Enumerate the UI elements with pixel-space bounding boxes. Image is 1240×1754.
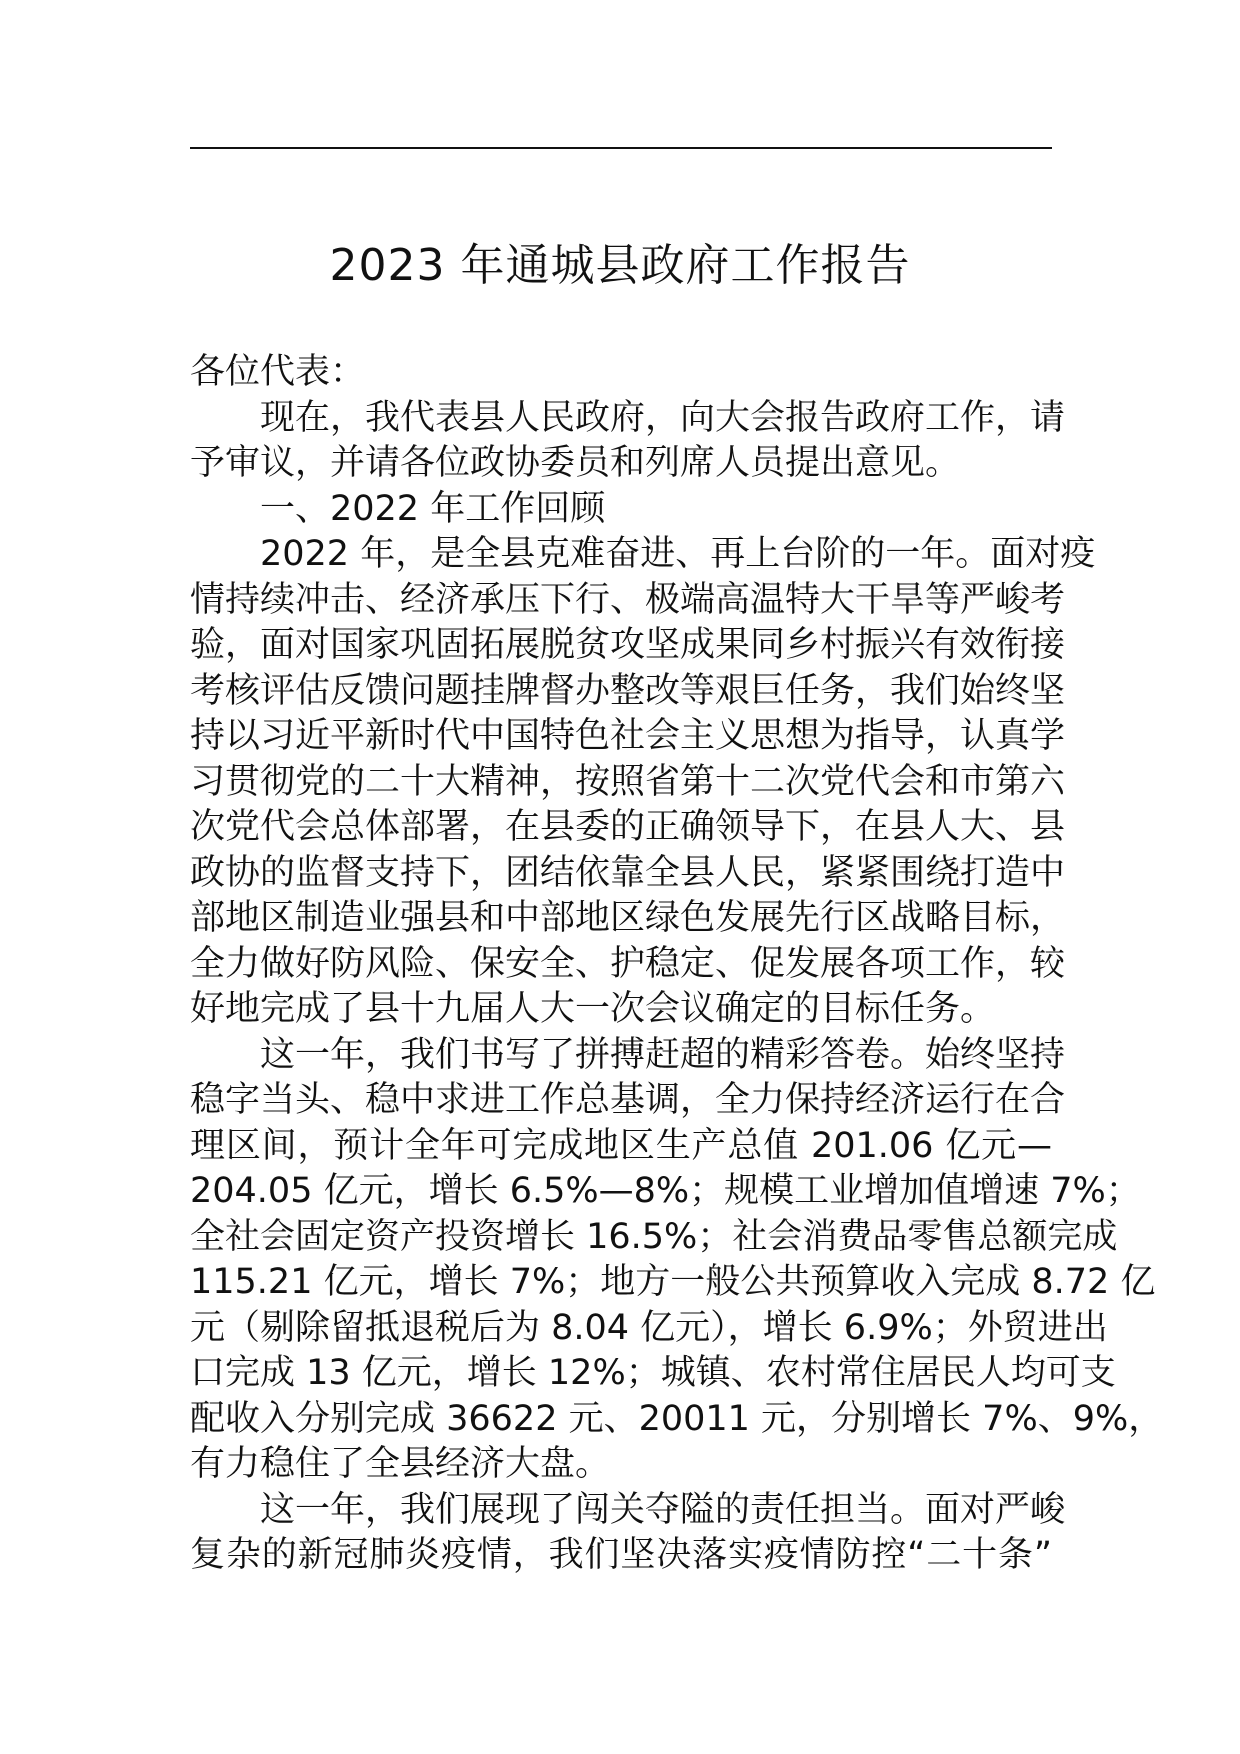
text-line: 稳字当头、稳中求进工作总基调，全力保持经济运行在合 — [190, 1080, 1066, 1120]
text-line: 持以习近平新时代中国特色社会主义思想为指导，认真学 — [190, 716, 1066, 756]
text-line: 115.21 亿元，增长 7%；地方一般公共预算收入完成 8.72 亿 — [190, 1262, 1156, 1302]
text-line: 2022 年，是全县克难奋进、再上台阶的一年。面对疫 — [260, 534, 1096, 574]
text-line: 全力做好防风险、保安全、护稳定、促发展各项工作，较 — [190, 943, 1066, 984]
text-line: 政协的监督支持下，团结依靠全县人民，紧紧围绕打造中 — [190, 852, 1066, 893]
text-line: 考核评估反馈问题挂牌督办整改等艰巨任务，我们始终坚 — [190, 670, 1066, 711]
text-line: 予审议，并请各位政协委员和列席人员提出意见。 — [190, 443, 961, 483]
text-line: 现在，我代表县人民政府，向大会报告政府工作，请 — [260, 397, 1066, 438]
text-line: 习贯彻党的二十大精神，按照省第十二次党代会和市第六 — [190, 761, 1066, 802]
body-lines — [190, 396, 1164, 1579]
text-line: 这一年，我们展现了闯关夺隘的责任担当。面对严峻 — [260, 1489, 1066, 1530]
text-line: 复杂的新冠肺炎疫情，我们坚决落实疫情防控“二十条” — [190, 1535, 1052, 1575]
text-line: 204.05 亿元，增长 6.5%—8%；规模工业增加值增速 7%； — [190, 1171, 1141, 1211]
text-line: 次党代会总体部署，在县委的正确领导下，在县人大、县 — [190, 807, 1066, 847]
text-line: 一、2022 年工作回顾 — [260, 488, 606, 529]
text-line: 有力稳住了全县经济大盘。 — [190, 1444, 611, 1484]
text-line: 好地完成了县十九届人大一次会议确定的目标任务。 — [190, 989, 996, 1029]
text-line: 验，面对国家巩固拓展脱贫攻坚成果同乡村振兴有效衔接 — [190, 625, 1066, 665]
text-line: 理区间，预计全年可完成地区生产总值 201.06 亿元— — [190, 1125, 1052, 1166]
header-rule — [190, 147, 1052, 149]
document-title: 2023 年通城县政府工作报告 — [329, 240, 911, 291]
text-line: 口完成 13 亿元，增长 12%；城镇、农村常住居民人均可支 — [190, 1353, 1116, 1393]
text-line: 情持续冲击、经济承压下行、极端高温特大干旱等严峻考 — [190, 579, 1066, 620]
text-line: 元（剔除留抵退税后为 8.04 亿元），增长 6.9%；外贸进出 — [190, 1307, 1108, 1348]
text-line: 配收入分别完成 36622 元、20011 元，分别增长 7%、9%， — [190, 1398, 1164, 1439]
text-line: 全社会固定资产投资增长 16.5%；社会消费品零售总额完成 — [190, 1216, 1118, 1257]
text-line: 这一年，我们书写了拼搏赶超的精彩答卷。始终坚持 — [260, 1034, 1066, 1075]
text-line: 部地区制造业强县和中部地区绿色发展先行区战略目标， — [190, 898, 1066, 938]
document-body — [190, 350, 1164, 1579]
salutation: 各位代表： — [190, 352, 366, 392]
